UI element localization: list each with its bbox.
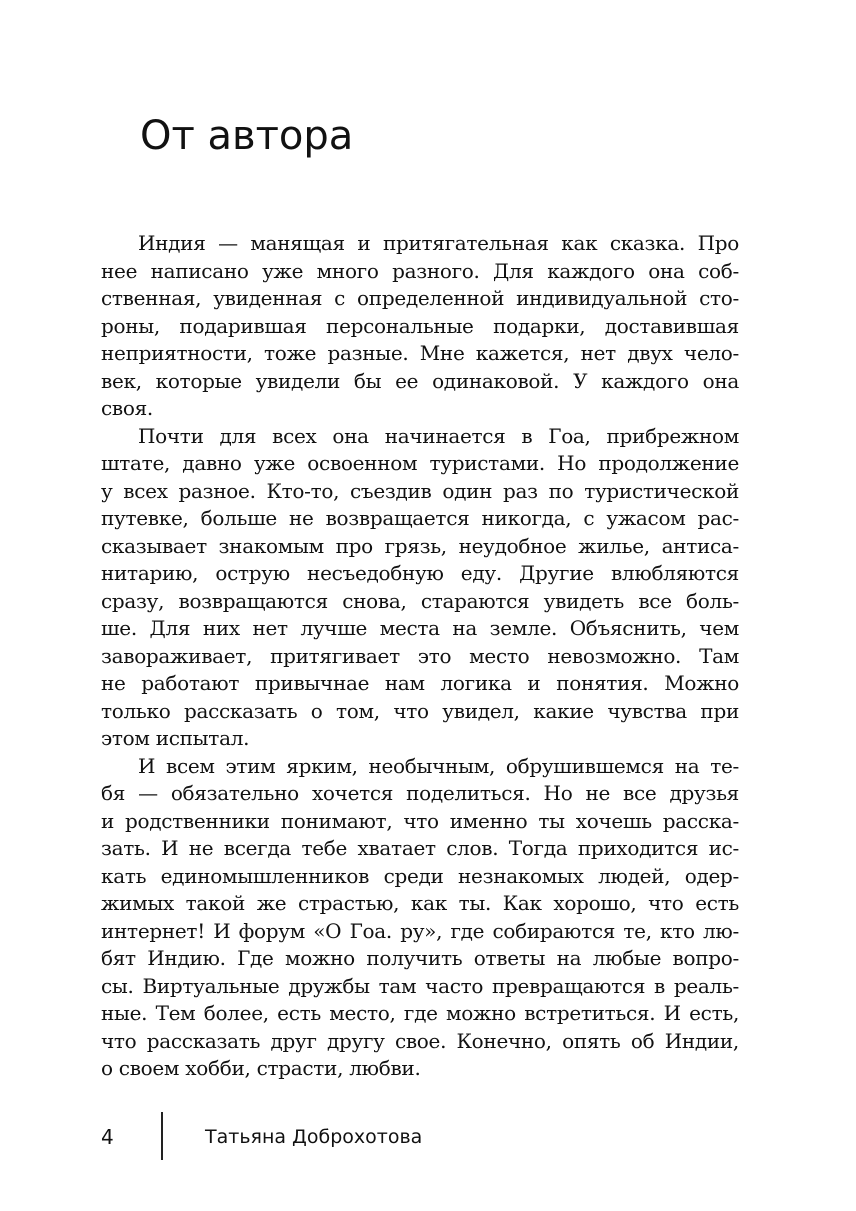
text-line: о своем хобби, страсти, любви. [101, 1056, 421, 1080]
text-line: век, которые увидели бы ее одинаковой. У каждого она [101, 368, 739, 393]
chapter-title: От автора [140, 113, 354, 159]
text-line: неприятности, тоже разные. Мне кажется, нет двух чело- [101, 341, 739, 365]
text-line: сы. Виртуальные дружбы там часто превращаются в реаль- [101, 973, 739, 998]
text-line: ные. Тем более, есть место, где можно встретиться. И есть, [101, 1001, 739, 1025]
text-line: жимых такой же страстью, как ты. Как хорошо, что есть [101, 891, 739, 915]
text-line: нее написано уже много разного. Для каждого она соб- [101, 258, 739, 283]
text-line: этом испытал. [101, 726, 250, 750]
text-line: бя — обязательно хочется поделиться. Но не все друзья [101, 781, 739, 805]
text-line: и родственники понимают, что именно ты хочешь расска- [101, 808, 739, 833]
text-line: интернет! И форум «О Гоа. ру», где собираются те, кто лю- [101, 918, 739, 943]
running-header-author: Татьяна Доброхотова [205, 1126, 423, 1148]
text-line: не работают привычнае нам логика и понятия. Можно [101, 671, 739, 695]
body-text [101, 230, 739, 1083]
text-line: кать единомышленников среди незнакомых людей, одер- [101, 863, 739, 888]
text-line: сразу, возвращаются снова, стараются увидеть все боль- [101, 588, 739, 613]
text-line: бят Индию. Где можно получить ответы на любые вопро- [101, 946, 739, 970]
text-line: ственная, увиденная с определенной индивидуальной сто- [101, 286, 739, 310]
text-line: сказывает знакомым про грязь, неудобное жилье, антиса- [101, 533, 739, 558]
text-line: только рассказать о том, что увидел, какие чувства при [101, 698, 739, 723]
text-line: Индия — манящая и притягательная как сказка. Про [138, 231, 739, 255]
page-footer [0, 1112, 856, 1162]
text-line: нитарию, острую несъедобную еду. Другие влюбляются [101, 561, 739, 585]
page-number: 4 [101, 1125, 114, 1149]
text-line: путевке, больше не возвращается никогда, с ужасом рас- [101, 506, 739, 530]
text-line: у всех разное. Кто-то, съездив один раз по туристической [101, 478, 739, 503]
text-line: завораживает, притягивает это место невозможно. Там [101, 643, 739, 668]
text-line: своя. [101, 396, 153, 420]
footer-divider [161, 1112, 163, 1160]
text-line: И всем этим ярким, необычным, обрушившемся на те- [138, 753, 739, 778]
text-line: ше. Для них нет лучше места на земле. Объяснить, чем [101, 616, 739, 640]
text-line: что рассказать друг другу свое. Конечно, опять об Индии, [101, 1028, 739, 1053]
text-line: роны, подарившая персональные подарки, доставившая [101, 313, 739, 338]
text-line: зать. И не всегда тебе хватает слов. Тогда приходится ис- [101, 836, 739, 860]
text-line: штате, давно уже освоенном туристами. Но продолжение [101, 451, 739, 475]
text-line: Почти для всех она начинается в Гоа, прибрежном [138, 423, 739, 448]
